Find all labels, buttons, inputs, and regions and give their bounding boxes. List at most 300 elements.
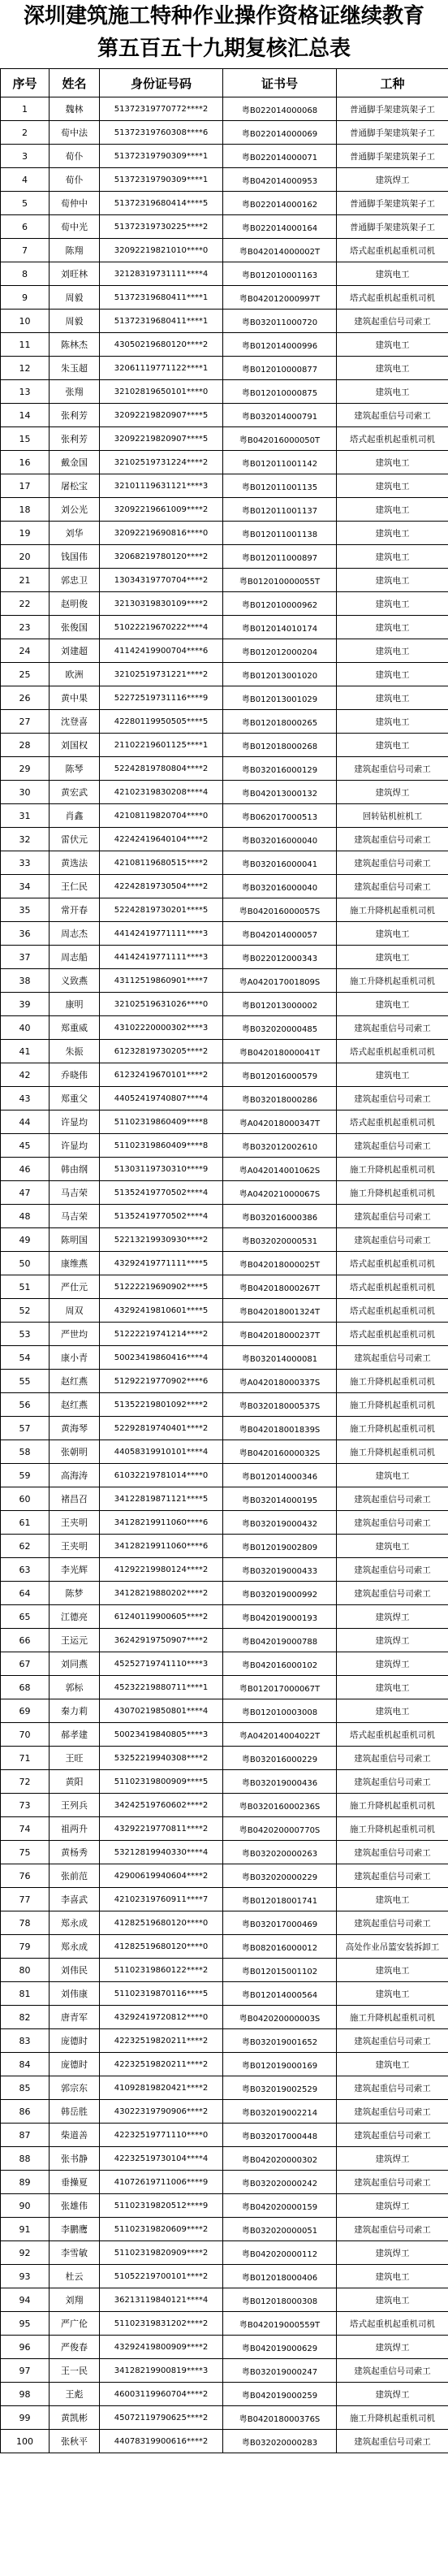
cell-name: 荀中光 [50,215,100,239]
cell-job-type: 建筑电工 [337,545,448,569]
cell-serial-number: 72 [1,1770,50,1794]
table-row [1,663,448,686]
cell-name: 雷伏元 [50,828,100,851]
cell-name: 赵明俊 [50,592,100,616]
cell-certificate-number: 粤B012018000406 [223,2265,337,2288]
cell-name: 庞德时 [50,2029,100,2053]
table-row [1,1982,448,2006]
cell-name: 秦力莉 [50,1699,100,1723]
cell-name: 严世均 [50,1323,100,1346]
cell-id-number: 43292419800909****2 [100,2336,223,2359]
cell-name: 赵红燕 [50,1393,100,1417]
cell-certificate-number: 粤B042019000259 [223,2383,337,2406]
table-row [1,2100,448,2124]
cell-id-number: 51102319820909****2 [100,2241,223,2265]
cell-name: 王仁民 [50,875,100,898]
cell-serial-number: 46 [1,1158,50,1181]
cell-serial-number: 40 [1,1016,50,1040]
cell-certificate-number: 粤B012010000962 [223,592,337,616]
cell-id-number: 32102519731221****2 [100,663,223,686]
cell-certificate-number: 粤B032017000469 [223,1911,337,1935]
cell-job-type: 建筑电工 [337,734,448,757]
cell-id-number: 42242819730504****2 [100,875,223,898]
table-row [1,1817,448,1841]
table-row [1,451,448,474]
cell-name: 许显均 [50,1110,100,1134]
table-row [1,427,448,451]
table-row [1,1323,448,1346]
cell-name: 张秋平 [50,2430,100,2453]
cell-name: 张朝明 [50,1440,100,1464]
cell-certificate-number: 粤B022014000071 [223,145,337,168]
cell-name: 沈登喜 [50,710,100,734]
cell-name: 荀中法 [50,121,100,145]
cell-serial-number: 52 [1,1299,50,1323]
cell-serial-number: 17 [1,474,50,498]
cell-serial-number: 27 [1,710,50,734]
cell-id-number: 44052419740807****4 [100,1087,223,1110]
table-row [1,1582,448,1605]
cell-name: 周毅 [50,286,100,310]
cell-serial-number: 47 [1,1181,50,1205]
cell-job-type: 建筑电工 [337,569,448,592]
cell-name: 陈梦 [50,1582,100,1605]
cell-id-number: 32068219780120****2 [100,545,223,569]
cell-serial-number: 55 [1,1370,50,1393]
cell-name: 陈翔 [50,239,100,262]
cell-certificate-number: 粤B032014000195 [223,1487,337,1511]
cell-job-type: 建筑电工 [337,1535,448,1558]
cell-name: 屠松宝 [50,474,100,498]
cell-name: 郑重父 [50,1087,100,1110]
table-row [1,2194,448,2218]
cell-id-number: 51052219700101****2 [100,2265,223,2288]
cell-job-type: 建筑起重信号司索工 [337,1911,448,1935]
cell-certificate-number: 粤B012013000002 [223,993,337,1016]
cell-id-number: 13034319770704****2 [100,569,223,592]
table-row [1,1440,448,1464]
cell-name: 张雄伟 [50,2194,100,2218]
cell-serial-number: 85 [1,2076,50,2100]
cell-name: 郭忠卫 [50,569,100,592]
cell-id-number: 32102519631026****0 [100,993,223,1016]
table-row [1,286,448,310]
cell-id-number: 41092819820421****2 [100,2076,223,2100]
header-serial-number: 序号 [1,69,50,97]
cell-id-number: 44058319910101****4 [100,1440,223,1464]
cell-id-number: 42280119950505****5 [100,710,223,734]
cell-job-type: 施工升降机起重机司机 [337,2406,448,2430]
table-row [1,498,448,522]
cell-job-type: 建筑焊工 [337,2194,448,2218]
cell-job-type: 建筑焊工 [337,1652,448,1676]
cell-serial-number: 80 [1,1959,50,1982]
table-row [1,404,448,427]
table-row [1,922,448,946]
cell-name: 黄中果 [50,686,100,710]
cell-id-number: 51222219690902****5 [100,1275,223,1299]
table-row [1,1110,448,1134]
cell-certificate-number: 粤B032016000040 [223,828,337,851]
cell-id-number: 43070219850801****4 [100,1699,223,1723]
cell-certificate-number: 粤B042018001839S [223,1417,337,1440]
table-row [1,851,448,875]
cell-name: 陈琴 [50,757,100,781]
table-row [1,357,448,380]
cell-name: 戴金国 [50,451,100,474]
table-row [1,898,448,922]
table-row [1,2359,448,2383]
cell-serial-number: 76 [1,1864,50,1888]
cell-serial-number: 41 [1,1040,50,1063]
cell-certificate-number: 粤B032019000433 [223,1558,337,1582]
cell-id-number: 43292419771111****5 [100,1252,223,1275]
cell-certificate-number: 粤B032020000531 [223,1228,337,1252]
cell-serial-number: 34 [1,875,50,898]
header-name: 姓名 [50,69,100,97]
table-row [1,686,448,710]
cell-serial-number: 82 [1,2006,50,2029]
table-row [1,1794,448,1817]
cell-serial-number: 7 [1,239,50,262]
cell-job-type: 建筑电工 [337,451,448,474]
table-row [1,310,448,333]
table-row [1,1134,448,1158]
cell-certificate-number: 粤B012011000897 [223,545,337,569]
cell-job-type: 建筑起重信号司索工 [337,1747,448,1770]
cell-job-type: 施工升降机起重机司机 [337,969,448,993]
cell-serial-number: 95 [1,2312,50,2336]
cell-certificate-number: 粤B082016000012 [223,1935,337,1959]
table-row [1,1959,448,1982]
cell-job-type: 塔式起重机起重机司机 [337,2312,448,2336]
cell-name: 郝孝建 [50,1723,100,1747]
cell-id-number: 44142419771111****3 [100,946,223,969]
cell-id-number: 32128319731111****4 [100,262,223,286]
cell-id-number: 34122819871121****5 [100,1487,223,1511]
cell-serial-number: 53 [1,1323,50,1346]
cell-job-type: 建筑电工 [337,686,448,710]
cell-job-type: 建筑起重信号司索工 [337,1841,448,1864]
cell-serial-number: 16 [1,451,50,474]
table-row [1,1652,448,1676]
table-row [1,1370,448,1393]
cell-certificate-number: 粤B032016000386 [223,1205,337,1228]
cell-certificate-number: 粤B032011000720 [223,310,337,333]
cell-name: 刘公光 [50,498,100,522]
cell-certificate-number: 粤B032019001652 [223,2029,337,2053]
cell-id-number: 51102319860409****8 [100,1134,223,1158]
cell-id-number: 42242419640104****2 [100,828,223,851]
cell-job-type: 施工升降机起重机司机 [337,1440,448,1464]
cell-id-number: 51222219741214****2 [100,1323,223,1346]
cell-id-number: 51372319790309****1 [100,145,223,168]
cell-certificate-number: 粤B062017000513 [223,804,337,828]
cell-id-number: 51102319860122****2 [100,1959,223,1982]
cell-job-type: 建筑焊工 [337,781,448,804]
cell-id-number: 51372319680411****1 [100,286,223,310]
cell-serial-number: 12 [1,357,50,380]
table-row [1,1911,448,1935]
cell-certificate-number: 粤B042019000629 [223,2336,337,2359]
cell-serial-number: 50 [1,1252,50,1275]
cell-job-type: 建筑起重信号司索工 [337,2359,448,2383]
cell-job-type: 建筑起重信号司索工 [337,404,448,427]
cell-serial-number: 93 [1,2265,50,2288]
cell-certificate-number: 粤B042020000302 [223,2147,337,2171]
cell-name: 周毅 [50,310,100,333]
cell-name: 黄海琴 [50,1417,100,1440]
table-row [1,2076,448,2100]
cell-serial-number: 10 [1,310,50,333]
cell-serial-number: 63 [1,1558,50,1582]
cell-id-number: 52242819780804****2 [100,757,223,781]
cell-certificate-number: 粤B032020000229 [223,1864,337,1888]
cell-job-type: 施工升降机起重机司机 [337,1817,448,1841]
table-row [1,639,448,663]
table-row [1,121,448,145]
cell-id-number: 32092219820907****5 [100,404,223,427]
cell-job-type: 建筑起重信号司索工 [337,1134,448,1158]
cell-job-type: 建筑起重信号司索工 [337,2076,448,2100]
cell-serial-number: 100 [1,2430,50,2453]
cell-name: 荀仲中 [50,192,100,215]
cell-id-number: 50023419840805****3 [100,1723,223,1747]
cell-serial-number: 32 [1,828,50,851]
cell-job-type: 建筑起重信号司索工 [337,1770,448,1794]
table-row [1,2053,448,2076]
table-row [1,993,448,1016]
cell-job-type: 高处作业吊篮安装拆卸工 [337,1935,448,1959]
cell-serial-number: 29 [1,757,50,781]
cell-id-number: 21102219601125****1 [100,734,223,757]
cell-job-type: 建筑电工 [337,1464,448,1487]
cell-name: 黄选法 [50,851,100,875]
cell-id-number: 51372319730225****2 [100,215,223,239]
cell-id-number: 34128219880202****2 [100,1582,223,1605]
cell-certificate-number: 粤B032017000448 [223,2124,337,2147]
cell-certificate-number: 粤B042018000267T [223,1275,337,1299]
cell-name: 王旺 [50,1747,100,1770]
cell-name: 刘同燕 [50,1652,100,1676]
table-row [1,2147,448,2171]
cell-certificate-number: 粤B042014000057 [223,922,337,946]
cell-certificate-number: 粤B012011001135 [223,474,337,498]
cell-job-type: 建筑电工 [337,1888,448,1911]
cell-serial-number: 36 [1,922,50,946]
cell-serial-number: 61 [1,1511,50,1535]
cell-id-number: 34128219900819****3 [100,2359,223,2383]
cell-name: 郑永成 [50,1911,100,1935]
cell-certificate-number: 粤B032016000041 [223,851,337,875]
cell-job-type: 建筑起重信号司索工 [337,1087,448,1110]
cell-certificate-number: 粤B032012002610 [223,1134,337,1158]
table-row [1,1841,448,1864]
cell-job-type: 施工升降机起重机司机 [337,1181,448,1205]
cell-id-number: 53212819940330****4 [100,1841,223,1864]
cell-certificate-number: 粤B012010000875 [223,380,337,404]
cell-certificate-number: 粤B012016000579 [223,1063,337,1087]
cell-serial-number: 83 [1,2029,50,2053]
cell-job-type: 建筑电工 [337,2053,448,2076]
cell-certificate-number: 粤B042019000788 [223,1629,337,1652]
cell-job-type: 回转钻机桩机工 [337,804,448,828]
cell-job-type: 建筑电工 [337,1063,448,1087]
cell-job-type: 塔式起重机起重机司机 [337,1723,448,1747]
cell-id-number: 45072119790625****2 [100,2406,223,2430]
cell-certificate-number: 粤B042020000003S [223,2006,337,2029]
table-row [1,1252,448,1275]
cell-name: 刘建超 [50,639,100,663]
cell-job-type: 建筑焊工 [337,168,448,192]
cell-job-type: 建筑焊工 [337,1629,448,1652]
cell-job-type: 建筑电工 [337,616,448,639]
cell-job-type: 建筑起重信号司索工 [337,2124,448,2147]
cell-certificate-number: 粤B032020000283 [223,2430,337,2453]
cell-job-type: 建筑电工 [337,474,448,498]
cell-name: 马吉荣 [50,1205,100,1228]
cell-certificate-number: 粤B032016000236S [223,1794,337,1817]
cell-serial-number: 94 [1,2288,50,2312]
cell-job-type: 施工升降机起重机司机 [337,1794,448,1817]
cell-id-number: 32092219821010****0 [100,239,223,262]
cell-name: 康明 [50,993,100,1016]
cell-certificate-number: 粤B042019000193 [223,1605,337,1629]
cell-serial-number: 11 [1,333,50,357]
cell-serial-number: 5 [1,192,50,215]
cell-name: 荀仆 [50,145,100,168]
cell-name: 高海涛 [50,1464,100,1487]
header-certificate-number: 证书号 [223,69,337,97]
table-row [1,1087,448,1110]
cell-id-number: 51102319870116****5 [100,1982,223,2006]
cell-serial-number: 45 [1,1134,50,1158]
table-row [1,1605,448,1629]
cell-serial-number: 25 [1,663,50,686]
cell-id-number: 32101119631121****3 [100,474,223,498]
cell-job-type: 建筑起重信号司索工 [337,1864,448,1888]
cell-serial-number: 18 [1,498,50,522]
cell-serial-number: 59 [1,1464,50,1487]
cell-id-number: 32102519731224****2 [100,451,223,474]
cell-job-type: 建筑起重信号司索工 [337,2218,448,2241]
cell-serial-number: 37 [1,946,50,969]
table-row [1,1275,448,1299]
cell-id-number: 51303119730310****9 [100,1158,223,1181]
cell-id-number: 42108119680515****2 [100,851,223,875]
cell-certificate-number: 粤B032020000051 [223,2218,337,2241]
cell-name: 刘华 [50,522,100,545]
cell-id-number: 45252719741110****3 [100,1652,223,1676]
cell-job-type: 建筑起重信号司索工 [337,828,448,851]
cell-id-number: 44078319900616****2 [100,2430,223,2453]
cell-serial-number: 86 [1,2100,50,2124]
cell-name: 刘旺林 [50,262,100,286]
table-row [1,2218,448,2241]
cell-id-number: 42232519730104****4 [100,2147,223,2171]
cell-id-number: 41282519680120****0 [100,1935,223,1959]
table-row [1,969,448,993]
cell-certificate-number: 粤B042020000159 [223,2194,337,2218]
cell-name: 荀仆 [50,168,100,192]
cell-serial-number: 98 [1,2383,50,2406]
cell-certificate-number: 粤B012014000346 [223,1464,337,1487]
cell-job-type: 普通脚手架建筑架子工 [337,192,448,215]
cell-certificate-number: 粤B032016000129 [223,757,337,781]
cell-name: 周志船 [50,946,100,969]
cell-serial-number: 64 [1,1582,50,1605]
cell-job-type: 施工升降机起重机司机 [337,898,448,922]
cell-certificate-number: 粤B012011001138 [223,522,337,545]
cell-serial-number: 19 [1,522,50,545]
cell-id-number: 51372319790309****1 [100,168,223,192]
cell-id-number: 51372319680414****5 [100,192,223,215]
cell-job-type: 塔式起重机起重机司机 [337,427,448,451]
cell-certificate-number: 粤B022014000162 [223,192,337,215]
cell-id-number: 42232519820211****2 [100,2053,223,2076]
table-row [1,804,448,828]
cell-name: 张利芳 [50,404,100,427]
cell-id-number: 61232819730205****2 [100,1040,223,1063]
cell-serial-number: 78 [1,1911,50,1935]
cell-serial-number: 90 [1,2194,50,2218]
cell-certificate-number: 粤B042014000953 [223,168,337,192]
cell-serial-number: 81 [1,1982,50,2006]
cell-serial-number: 1 [1,97,50,121]
cell-certificate-number: 粤B032014000081 [223,1346,337,1370]
cell-serial-number: 15 [1,427,50,451]
table-row [1,522,448,545]
cell-serial-number: 79 [1,1935,50,1959]
cell-certificate-number: 粤B012010000055T [223,569,337,592]
cell-name: 朱玉超 [50,357,100,380]
cell-certificate-number: 粤A042018000337S [223,1370,337,1393]
cell-job-type: 建筑电工 [337,2288,448,2312]
cell-name: 马吉荣 [50,1181,100,1205]
cell-serial-number: 26 [1,686,50,710]
table-row [1,1535,448,1558]
cell-name: 张前范 [50,1864,100,1888]
cell-id-number: 51102319820609****2 [100,2218,223,2241]
cell-name: 刘伟民 [50,1959,100,1982]
cell-job-type: 施工升降机起重机司机 [337,1158,448,1181]
cell-serial-number: 28 [1,734,50,757]
document-title-line1: 深圳建筑施工特种作业操作资格证继续教育 [23,4,424,28]
cell-serial-number: 91 [1,2218,50,2241]
cell-certificate-number: 粤A042017001809S [223,969,337,993]
cell-job-type: 塔式起重机起重机司机 [337,1110,448,1134]
cell-certificate-number: 粤B032018000537S [223,1393,337,1417]
cell-id-number: 41072619711006****9 [100,2171,223,2194]
cell-id-number: 34242519760602****2 [100,1794,223,1817]
cell-id-number: 43292219770811****2 [100,1817,223,1841]
cell-job-type: 建筑焊工 [337,2383,448,2406]
cell-certificate-number: 粤B022014000164 [223,215,337,239]
cell-job-type: 塔式起重机起重机司机 [337,1040,448,1063]
cell-serial-number: 8 [1,262,50,286]
cell-serial-number: 56 [1,1393,50,1417]
cell-certificate-number: 粤B012011001142 [223,451,337,474]
cell-name: 张利芳 [50,427,100,451]
table-row [1,2336,448,2359]
cell-job-type: 建筑起重信号司索工 [337,310,448,333]
table-row [1,828,448,851]
cell-job-type: 建筑起重信号司索工 [337,1558,448,1582]
cell-job-type: 建筑电工 [337,639,448,663]
table-row [1,2383,448,2406]
cell-id-number: 43102220000302****3 [100,1016,223,1040]
table-row [1,97,448,121]
